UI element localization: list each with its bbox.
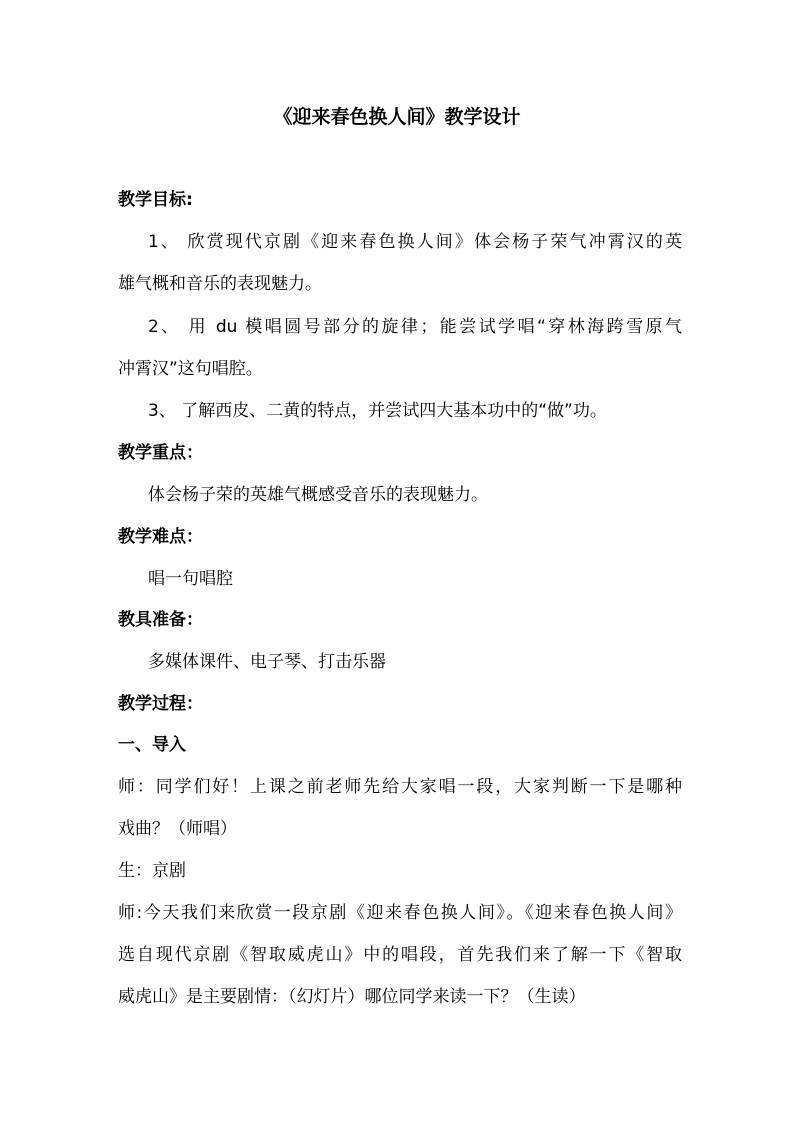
materials-text: 多媒体课件、电子琴、打击乐器: [148, 652, 386, 672]
objective-1-line-1: 1、 欣赏现代京剧《迎来春色换人间》体会杨子荣气冲霄汉的英: [148, 232, 682, 252]
key-points-heading: 教学重点：: [118, 443, 203, 463]
process-paragraph-line: 师：同学们好！上课之前老师先给大家唱一段，大家判断一下是哪种: [118, 777, 682, 797]
process-heading: 教学过程：: [118, 694, 203, 714]
objective-2-line-1: 2、 用 du 模唱圆号部分的旋律；能尝试学唱“穿林海跨雪原气: [148, 317, 682, 337]
process-paragraph-line: 师:今天我们来欣赏一段京剧《迎来春色换人间》。《迎来春色换人间》: [118, 903, 682, 923]
process-paragraph-line: 生：京剧: [118, 861, 186, 881]
objective-2-line-2: 冲霄汉”这句唱腔。: [118, 359, 263, 379]
objectives-heading: 教学目标:: [118, 190, 193, 210]
key-points-text: 体会杨子荣的英雄气概感受音乐的表现魅力。: [148, 485, 488, 505]
process-paragraph-line: 戏曲？（师唱）: [118, 819, 237, 839]
difficulties-heading: 教学难点：: [118, 527, 203, 547]
objective-3-line-1: 3、 了解西皮、二黄的特点，并尝试四大基本功中的“做”功。: [148, 401, 607, 421]
process-paragraph-line: 威虎山》是主要剧情：（幻灯片）哪位同学来读一下？（生读）: [118, 987, 586, 1007]
objective-1-line-2: 雄气概和音乐的表现魅力。: [118, 274, 322, 294]
difficulties-text: 唱一句唱腔: [148, 569, 233, 589]
process-paragraph-line: 选自现代京剧《智取威虎山》中的唱段，首先我们来了解一下《智取: [118, 945, 682, 965]
document-title: 《迎来春色换人间》教学设计: [273, 106, 521, 128]
materials-heading: 教具准备：: [118, 610, 203, 630]
process-section-1-heading: 一、导入: [118, 735, 186, 755]
